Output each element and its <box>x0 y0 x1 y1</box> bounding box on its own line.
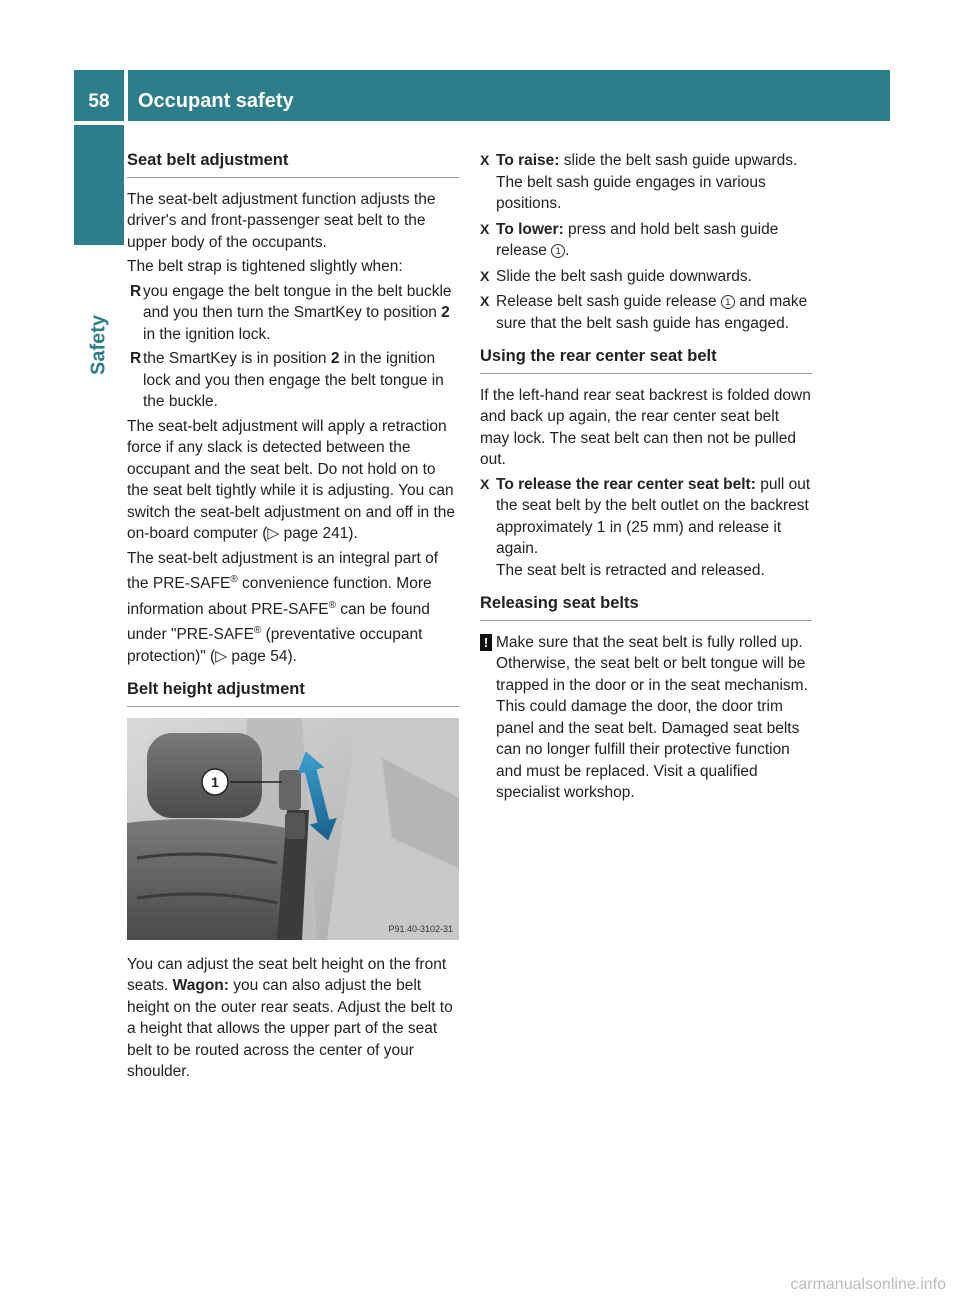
figure-code: P91.40-3102-31 <box>388 923 453 934</box>
heading-rear-center-seat-belt: Using the rear center seat belt <box>480 346 812 374</box>
belt-height-figure <box>127 718 459 940</box>
step-item: X To lower: press and hold belt sash guide release 1 . <box>480 220 779 259</box>
step-result: The seat belt is retracted and released. <box>496 561 765 579</box>
step-mark: X <box>480 293 490 309</box>
step-item: X To release the rear center seat belt: pull out the seat belt by the belt outlet on the backrest approximately 1 in (25 mm) and release it again. The seat belt is retracted and released. <box>480 474 812 582</box>
bullet-mark: R <box>130 350 142 367</box>
bullet-mark: R <box>130 282 142 300</box>
section-label: Safety <box>87 314 110 376</box>
callout-1-icon: 1 <box>551 244 565 258</box>
step-item: X Slide the belt sash guide downwards. <box>480 266 812 288</box>
right-column <box>480 150 812 804</box>
step-item: X Release belt sash guide release 1 and make sure that the belt sash guide has engaged. <box>480 293 808 332</box>
heading-seat-belt-adjustment: Seat belt adjustment <box>127 150 459 178</box>
warning-note: ! Make sure that the seat belt is fully rolled up. Otherwise, the seat belt or belt tongue will be trapped in the door or in the seat mechanism. This could damage the door, the door trim panel and the seat belt. Damaged seat belts can no longer fulfill their protective function and must be replaced. Visit a qualified specialist workshop. <box>480 632 812 804</box>
seat-belt-illustration <box>127 718 459 940</box>
watermark: carmanualsonline.info <box>790 1276 946 1293</box>
list-item: R you engage the belt tongue in the belt buckle and you then turn the SmartKey to position 2 in the ignition lock. <box>130 282 452 343</box>
warning-icon: ! <box>480 634 492 651</box>
list-item: R the SmartKey is in position 2 in the ignition lock and you then engage the belt tongue in the buckle. <box>130 350 444 410</box>
step-mark: X <box>480 220 490 237</box>
paragraph: The belt strap is tightened slightly when: <box>127 258 403 275</box>
page-number: 58 <box>74 70 124 121</box>
left-column <box>127 150 459 1086</box>
heading-belt-height-adjustment: Belt height adjustment <box>127 679 459 707</box>
heading-releasing-seat-belts: Releasing seat belts <box>480 593 812 621</box>
paragraph: The seat-belt adjustment will apply a retraction force if any slack is detected between the occupant and the seat belt. Do not hold on to the seat belt tightly while it is adjusting. You can switch the seat-belt adjustment on and off in the on-board computer (▷ page 241). <box>127 417 455 542</box>
page-header <box>74 70 890 121</box>
step-mark: X <box>480 267 490 284</box>
paragraph: If the left-hand rear seat backrest is folded down and back up again, the rear center seat belt may lock. The seat belt can then not be pulled out. <box>480 386 811 468</box>
figure-callout: 1 <box>211 773 219 790</box>
side-tab <box>74 125 124 1302</box>
paragraph: The seat-belt adjustment is an integral part of the PRE-SAFE® convenience function. More information about PRE-SAFE® can be found under "PRE-SAFE® (preventative occupant protection)" (▷ page 54). <box>127 549 439 665</box>
paragraph: The seat-belt adjustment function adjusts the driver's and front-passenger seat belt to the upper body of the occupants. <box>127 190 436 251</box>
step-mark: X <box>480 475 490 492</box>
chapter-title: Occupant safety <box>128 70 890 121</box>
paragraph: You can adjust the seat belt height on the front seats. Wagon: you can also adjust the belt height on the outer rear seats. Adjust the belt to a height that allows the upper part of the seat belt to be routed across the center of your shoulder. <box>127 955 453 1081</box>
callout-1-icon: 1 <box>721 295 735 309</box>
step-mark: X <box>480 152 490 168</box>
step-item: X To raise: slide the belt sash guide upwards. The belt sash guide engages in various positions. <box>480 152 798 212</box>
side-tab-square <box>74 125 124 245</box>
